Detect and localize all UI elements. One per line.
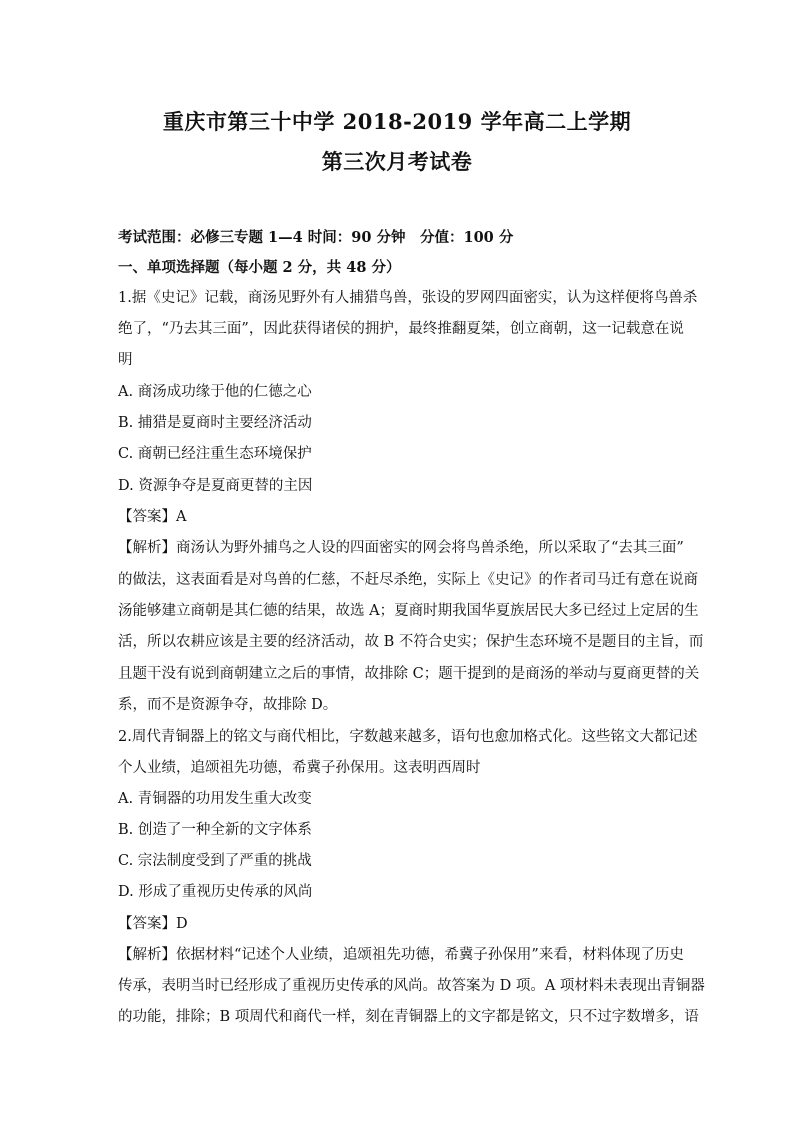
page-title-line2: 第三次月考试卷	[321, 149, 473, 174]
q1-analysis-line: 系，而不是资源争夺，故排除 D。	[118, 697, 338, 713]
q2-stem-line: 个人业绩，追颂祖先功德，希冀子孙保用。这表明西周时	[118, 760, 481, 776]
q1-stem-line: 绝了，“乃去其三面”，因此获得诸侯的拥护，最终推翻夏桀，创立商朝，这一记载意在说	[118, 321, 684, 337]
q2-stem-line: 2.周代青铜器上的铭文与商代相比，字数越来越多，语句也愈加格式化。这些铭文大都记述	[118, 729, 698, 745]
q1-analysis-line: 汤能够建立商朝是其仁德的结果，故选 A；夏商时期我国华夏族居民大多已经过上定居的生	[118, 603, 699, 619]
q2-analysis-line: 传承，表明当时已经形成了重视历史传承的风尚。故答案为 D 项。A 项材料未表现出青铜器	[118, 978, 705, 994]
q2-option-c: C. 宗法制度受到了严重的挑战	[118, 853, 312, 869]
page-title-line1: 重庆市第三十中学 2018-2019 学年高二上学期	[162, 109, 632, 134]
q1-analysis-line: 活，所以农耕应该是主要的经济活动，故 B 不符合史实；保护生态环境不是题目的主旨，而	[118, 634, 704, 650]
q2-answer: 【答案】D	[118, 916, 188, 932]
q2-option-d: D. 形成了重视历史传承的风尚	[118, 884, 313, 900]
q1-stem-line: 1.据《史记》记载，商汤见野外有人捕猎鸟兽，张设的罗网四面密实，认为这样便将鸟兽杀	[118, 290, 698, 306]
q2-option-a: A. 青铜器的功用发生重大改变	[118, 791, 312, 807]
q1-stem-line: 明	[118, 352, 133, 368]
q2-analysis-line: 的功能，排除；B 项周代和商代一样，刻在青铜器上的文字都是铭文，只不过字数增多，语	[118, 1009, 699, 1025]
q1-analysis-line: 的做法，这表面看是对鸟兽的仁慈，不赶尽杀绝，实际上《史记》的作者司马迁有意在说商	[118, 572, 698, 588]
q2-option-b: B. 创造了一种全新的文字体系	[118, 822, 312, 838]
q1-option-d: D. 资源争夺是夏商更替的主因	[118, 478, 313, 494]
q2-analysis-line: 【解析】依据材料“记述个人业绩，追颂祖先功德，希冀子孙保用”来看，材料体现了历史	[118, 947, 684, 963]
exam-info: 考试范围：必修三专题 1—4 时间：90 分钟 分值：100 分	[118, 229, 514, 246]
q1-analysis-line: 且题干没有说到商朝建立之后的事情，故排除 C；题干提到的是商汤的举动与夏商更替的关	[118, 666, 700, 682]
q1-analysis-line: 【解析】商汤认为野外捕鸟之人设的四面密实的网会将鸟兽杀绝，所以采取了“去其三面”	[118, 540, 684, 556]
q1-option-c: C. 商朝已经注重生态环境保护	[118, 446, 312, 462]
q1-option-b: B. 捕猎是夏商时主要经济活动	[118, 415, 312, 431]
section-heading: 一、单项选择题（每小题 2 分，共 48 分）	[118, 259, 401, 276]
q1-option-a: A. 商汤成功缘于他的仁德之心	[118, 384, 312, 400]
q1-answer: 【答案】A	[118, 509, 187, 525]
